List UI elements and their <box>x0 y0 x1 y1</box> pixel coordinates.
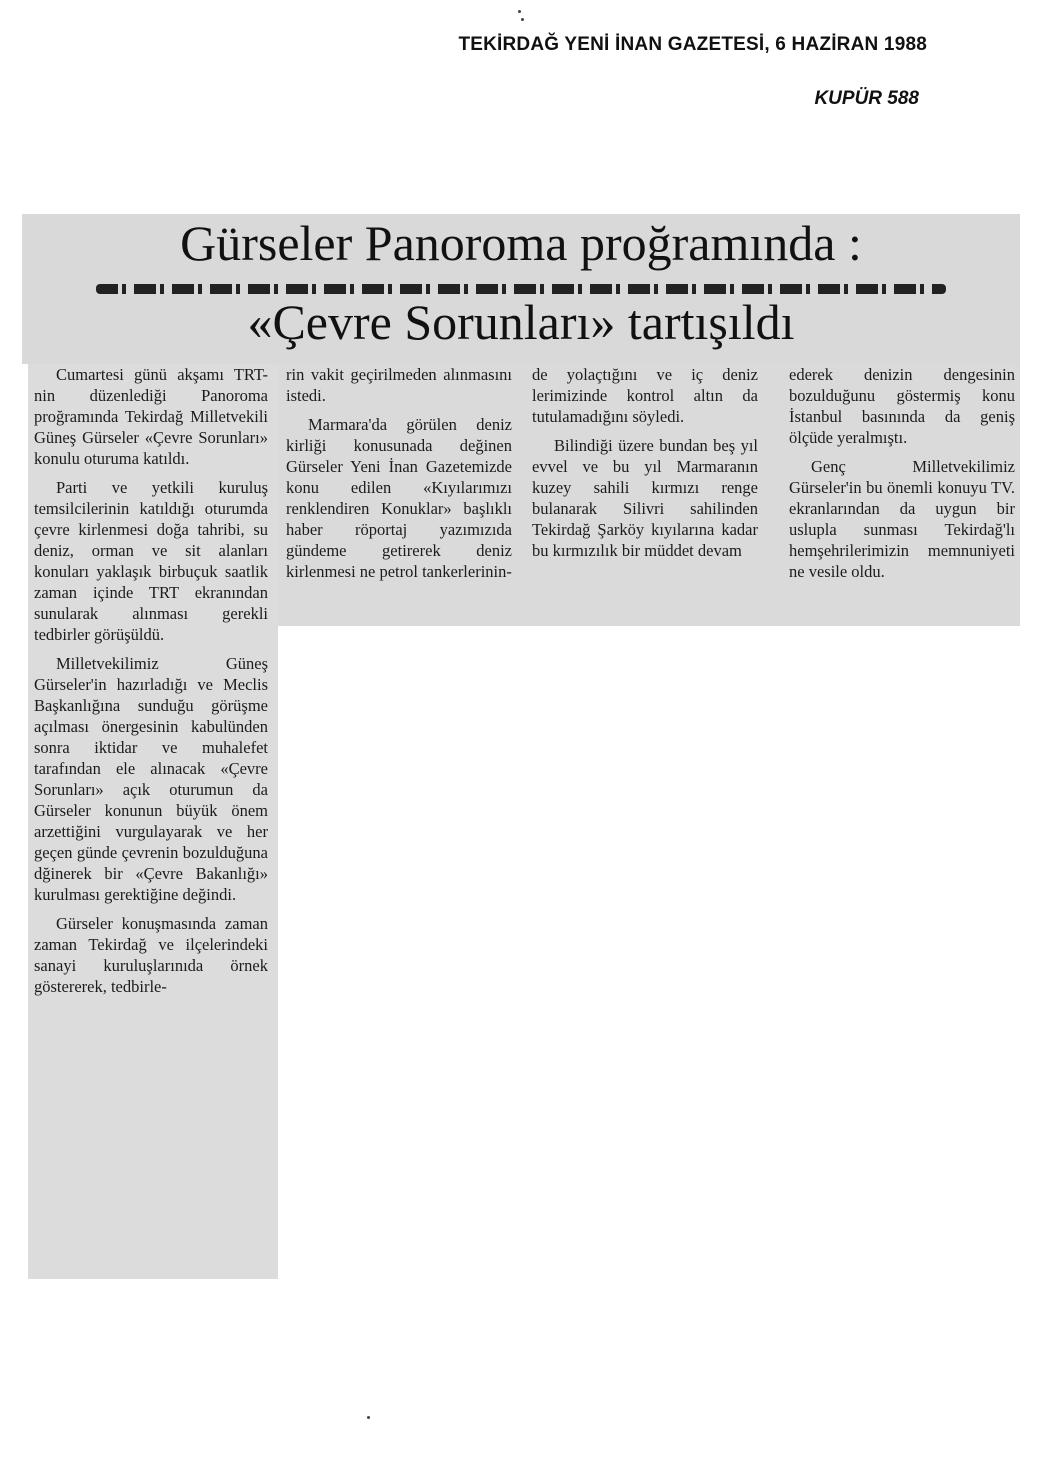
article-column-3 <box>532 364 758 561</box>
article-column-2 <box>286 364 512 582</box>
paragraph: Marmara'da görülen deniz kirliği konusunada değinen Gürseler Yeni İnan Gazetemizde konu edilen «Kıyılarımızı renklendiren Konuklar» başlıklı haber röportaj yazımızıda gündeme getirerek deniz kirlenmesi ne petrol tankerlerinin- <box>286 415 512 581</box>
paragraph: Milletvekilimiz Güneş Gürseler'in hazırladığı ve Meclis Başkanlığına sunduğu görüşme açılması önergesinin kabulünden sonra iktidar ve muhalefet tarafından ele alınacak «Çevre Sorunları» açık oturumun da Gürseler konunun büyük önem arzettiğini vurgulayarak ve her geçen günde çevrenin bozulduğuna dğinerek bir «Çevre Bakanlığı» kurulması gerektiğine değindi. <box>34 654 268 904</box>
article-column-4 <box>789 364 1015 582</box>
article-column-1 <box>34 364 268 997</box>
scan-speck <box>518 10 521 13</box>
newspaper-source: TEKİRDAĞ YENİ İNAN GAZETESİ, 6 HAZİRAN 1988 <box>458 34 927 55</box>
article-headline: Gürseler Panoroma proğramında : <box>180 215 862 271</box>
scan-speck <box>521 18 524 21</box>
clip-number: KUPÜR 588 <box>814 88 919 109</box>
paragraph: de yolaçtığını ve iç deniz lerimizinde kontrol altın da tutulamadığını söyledi. <box>532 365 758 426</box>
paragraph: Gürseler konuşmasında zaman zaman Tekirdağ ve ilçelerindeki sanayi kuruluşlarınıda örnek göstererek, tedbirle- <box>34 914 268 996</box>
paragraph: Parti ve yetkili kuruluş temsilcilerinin katıldığı oturumda çevre kirlenmesi doğa tahribi, su deniz, orman ve sit alanları konuları yaklaşık birbuçuk saatlik zaman içinde TRT ekranından sunularak alınması gerekli tedbirler görüşüldü. <box>34 478 268 644</box>
article-subheadline: «Çevre Sorunları» tartışıldı <box>247 294 795 350</box>
paragraph: ederek denizin dengesinin bozulduğunu göstermiş konu İstanbul basınında da geniş ölçüde yeralmıştı. <box>789 365 1015 447</box>
scan-speck <box>367 1416 370 1419</box>
paragraph: rin vakit geçirilmeden alınmasını istedi. <box>286 365 512 405</box>
paragraph: Cumartesi günü akşamı TRT-nin düzenlediği Panoroma proğramında Tekirdağ Milletvekili Güneş Gürseler «Çevre Sorunları» konulu oturuma katıldı. <box>34 365 268 468</box>
paragraph: Bilindiği üzere bundan beş yıl evvel ve bu yıl Marmaranın kuzey sahili kırmızı renge bulanarak Silivri sahilinden Tekirdağ Şarköy kıyılarına kadar bu kırmızılık bir müddet devam <box>532 436 758 560</box>
paragraph: Genç Milletvekilimiz Gürseler'in bu önemli konuyu TV. ekranlarından da uygun bir uslupla sunması Tekirdağ'lı hemşehrilerimizin memnuniyeti ne vesile oldu. <box>789 457 1015 581</box>
